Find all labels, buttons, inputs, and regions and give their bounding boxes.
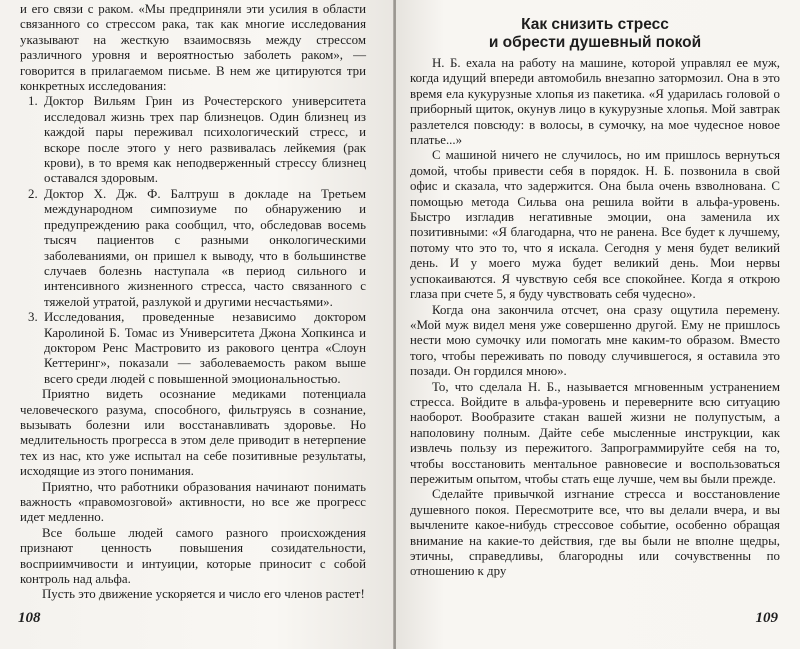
left-page	[0, 0, 394, 649]
list-item	[28, 310, 366, 387]
list-number: 3.	[28, 310, 38, 325]
body-paragraph: Сделайте привычкой изгнание стресса и восстановление душевного покоя. Пересмотрите все, что вы делали вчера, и вы вычлените какое-нибудь стрессовое событие, особенно обращая внимание на какие-то действия, где вы были не вполне щедры, этичны, справедливы, благородны или сочувственны по отношению к дру	[410, 487, 780, 579]
body-paragraph: Когда она закончила отсчет, она сразу ощутила перемену. «Мой муж видел меня уже совершенно другой. Ему не пришлось нести мою сумочку или помогать мне каким-то образом. Вместо того, чтобы переживать по поводу случившегося, я оставила это позади. Он гордился мною».	[410, 302, 780, 379]
body-paragraph: С машиной ничего не случилось, но им пришлось вернуться домой, чтобы привести себя в порядок. Н. Б. позвонила в свой офис и сказала, что задержится. Она была очень взволнована. С помощью метода Сильва она решила войти в альфа-уровень. Быстро изгладив негативные эмоции, она заменила их позитивными: «Я благодарна, что не ранена. Все будет к лучшему, потому что это то, что я искала. Сегодня у меня будет великий день. И у моего мужа будет великий день. Мои нервы успокаиваются. Я чувствую себя все спокойнее. Когда я открою глаза при счете 5, я буду чувствовать себя чудесно».	[410, 148, 780, 302]
right-page	[396, 0, 800, 649]
list-text: Доктор Х. Дж. Ф. Балтруш в докладе на Третьем международном симпозиуме по обнаружению и предупреждению рака сообщил, что, обследовав восемь тысяч пациентов с разными онкологическими заболеваниями, он пришел к выводу, что в большинстве случаев болезнь наступала «в период сильного и интенсивного жизненного стресса, часто связанного с тяжелой утратой, разлукой и другими несчастьями».	[44, 186, 366, 309]
heading-line: и обрести душевный покой	[488, 34, 702, 51]
list-number: 1.	[28, 94, 38, 109]
body-paragraph: Пусть это движение ускоряется и число его членов растет!	[42, 587, 365, 602]
page-number: 109	[755, 610, 778, 626]
page-number: 108	[18, 610, 41, 626]
list-item	[28, 186, 366, 310]
list-item	[28, 94, 366, 186]
list-text: Исследования, проведенные независимо доктором Каролиной Б. Томас из Университета Джона Хопкинса и доктором Ренс Мастровито из ракового центра «Слоун Кеттеринг», показали — заболеваемость раком выше всего среди людей с повышенной эмоциональностью.	[44, 310, 366, 386]
body-paragraph: Приятно видеть осознание медиками потенциала человеческого разума, способного, фильтруясь в сознание, вызывать болезни или восстанавливать здоровье. Но медлительность прогресса в этом деле приводит в нетерпение тех из нас, кто уже испытал на себе позитивные результаты, исходящие из этого понимания.	[20, 387, 366, 479]
body-paragraph: То, что сделала Н. Б., называется мгновенным устранением стресса. Войдите в альфа-уровень и переверните всю ситуацию наоборот. Вообразите стакан вашей жизни не полупустым, а наполовину полным. Дайте себе мысленные инструкции, как извлечь пользу из пережитого. Запрограммируйте себя на то, чтобы восстановить ментальное равновесие и воспользоваться пережитым опытом, чтобы стать еще лучше, чем вы были прежде.	[410, 379, 780, 486]
body-paragraph: Н. Б. ехала на работу на машине, которой управлял ее муж, когда идущий впереди автомобиль внезапно затормозил. Она в это время ела кукурузные хлопья из пакетика. «Я ударилась головой о приборный щиток, окунув лицо в кукурузные хлопья. Мой завтрак разлетелся повсюду: в волосы, в сумочку, на мое чудесное новое платье...»	[410, 56, 780, 148]
section-heading	[410, 16, 780, 52]
body-paragraph: Все больше людей самого разного происхождения признают ценность повышения созидательности, восприимчивости и интуиции, которые приносит с собой контроль над альфа.	[20, 525, 366, 587]
heading-line: Как снизить стресс	[521, 16, 669, 33]
studies-list	[20, 94, 366, 387]
list-number: 2.	[28, 186, 38, 201]
list-text: Доктор Вильям Грин из Рочестерского университета исследовал жизнь трех пар близнецов. Один близнец из каждой пары переживал психологический стресс, и вскоре после этого у него развивалась лейкемия (рак крови), в то время как неподверженный стрессу близнец оставался здоровым.	[44, 94, 366, 186]
intro-paragraph: и его связи с раком. «Мы предприняли эти усилия в области связанного со стрессом рака, так как многие исследования указывают на жесткую взаимосвязь между стрессом различного уровня и вероятностью заболеть раком», — говорится в прилагаемом письме. В нем же цитируются три конкретных исследования:	[20, 2, 366, 94]
body-paragraph: Приятно, что работники образования начинают понимать важность «правомозговой» активности, но все же прогресс идет медленно.	[20, 479, 366, 525]
